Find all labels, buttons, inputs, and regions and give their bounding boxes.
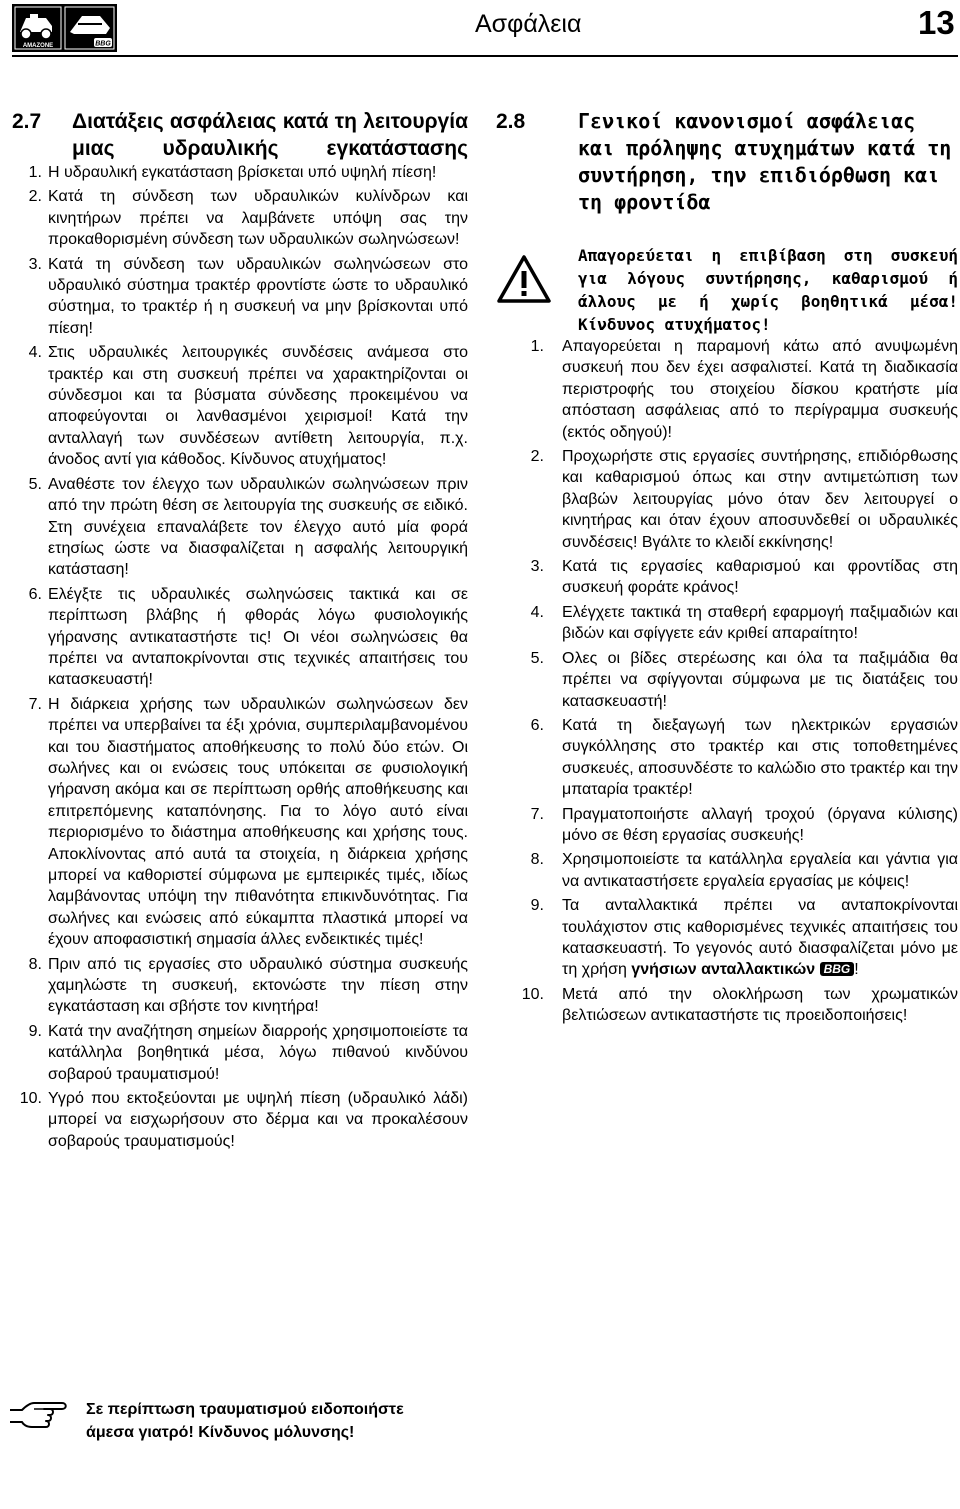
item-text: Η υδραυλική εγκατάσταση βρίσκεται υπό υψηλή πίεση!: [48, 164, 437, 181]
note-text: [86, 1398, 476, 1444]
item-text: Η διάρκεια χρήσης των υδραυλικών σωληνώσεων δεν πρέπει να υπερβαίνει τα έξι χρόνια, συμπεριλαμβανομένου και του διαστήματος αποθήκευσης το πολύ δύο ετών. Οι σωλήνες και οι ενώσεις τους υπόκειται σε φυσιολογική γήρανση ακόμα και σε περίπτωση ορθής αποθήκευσης και επιτρεπόμενης καταπόνησης. Για το λόγο αυτό είναι περιορισμένο το διάστημα αποθήκευσης και χρήσης τους. Αποκλίνοντας από αυτά τα στοιχεία, η διάρκεια χρήσης μπορεί να καθοριστεί σύμφωνα με εμπειρικές τιμές, ιδίως λαμβάνοντας υπόψη την πιθανότητα επικινδυνότητας. Για σωλήνες και ενώσεις από εύκαμπτα πλαστικά μπορεί να έχουν αποφασιστική σημασία άλλες ενδεικτικές τιμές!: [48, 695, 468, 949]
item-text: [562, 895, 958, 981]
item-text: Στις υδραυλικές λειτουργικές συνδέσεις ανάμεσα στο τρακτέρ και στη συσκευή πρέπει να χαρακτηρίζονται οι σύνδεσμοι και τα βύσματα σύνδεσης προκειμένου να αποφεύγονται οι λανθασμένοι χειρισμοί! Κατά την ανταλλαγή των συνδέσεων αντίθετη λειτουργία, π.χ. άνοδος αντί για κάθοδος. Κίνδυνος ατυχήματος!: [48, 344, 468, 469]
injury-note: [8, 1398, 948, 1444]
item-number: 1.: [28, 164, 42, 181]
item-text-main: Τα ανταλλακτικά πρέπει να ανταποκρίνονται τουλάχιστον στις καθορισμένες τεχνικές απαιτήσεις του κατασκευαστή. Το γεγονός αυτό διασφαλίζεται μόνο με τη χρήση: [562, 897, 958, 979]
item-text: Χρησιμοποιείστε τα κατάλληλα εργαλεία και γάντια για να αντικαταστήσετε εργαλεία εργασίας με κόψεις!: [562, 851, 958, 890]
list-item: [496, 895, 958, 981]
item-text: Αναθέστε τον έλεγχο των υδραυλικών σωληνώσεων πριν από την πρώτη θέση σε λειτουργία της συσκευής σε ειδικό. Στη συνέχεια επαναλάβετε τον έλεγχο αυτό μία φορά ετησίως ώστε να διασφαλίζεται η ασφαλής λειτουργική κατάσταση!: [48, 475, 468, 579]
item-number: 4.: [28, 344, 42, 362]
item-text: Κατά τη διεξαγωγή των ηλεκτρικών εργασιών συγκόλλησης στο τρακτέρ και στις τοποθετημένες συσκευές, αποσυνδέστε το καλώδιο στο τρακτέρ και την μπαταρία τρακτέρ!: [562, 716, 958, 799]
page-title: Ασφάλεια: [475, 10, 582, 38]
item-number: 8.: [530, 851, 544, 869]
list-item: [496, 804, 958, 847]
item-text-tail: !: [854, 961, 859, 979]
list-item: [496, 715, 958, 801]
list-item: [12, 474, 468, 581]
item-number: 10.: [19, 1090, 42, 1108]
section-number: 2.8: [496, 110, 526, 133]
item-number: 10.: [521, 985, 544, 1003]
item-number: 5.: [530, 649, 544, 667]
list-item: [12, 254, 468, 340]
item-text: Πραγματοποιήστε αλλαγή τροχού (όργανα κύλισης) μόνο σε θέση εργασίας συσκευής!: [562, 805, 958, 844]
item-number: 6.: [28, 585, 42, 603]
genuine-parts-text: γνήσιων ανταλλακτικών: [631, 961, 816, 979]
item-number: 8.: [28, 955, 42, 973]
logo: [12, 4, 117, 52]
item-number: 4.: [530, 603, 544, 621]
section-heading-2-7: [12, 108, 468, 162]
item-number: 3.: [28, 255, 42, 273]
list-item: [12, 954, 468, 1018]
item-number: 3.: [530, 558, 544, 576]
note-line-2: άμεσα γιατρό! Κίνδυνος μόλυνσης!: [86, 1424, 355, 1441]
item-text: Ελέγξτε τις υδραυλικές σωληνώσεις τακτικά και σε περίπτωση βλάβης ή φθοράς λόγω φυσιολογικής γήρανσης αντικαταστήστε τις! Οι νέοι σωληνώσεις θα πρέπει να ανταποκρίνονται στις τεχνικές απαιτήσεις του κατασκευαστή!: [48, 585, 468, 689]
item-number: 9.: [530, 897, 544, 915]
list-item: [12, 584, 468, 691]
item-number: 2.: [28, 188, 42, 206]
item-text: Απαγορεύεται η παραμονή κάτω από ανυψωμένη συσκευή που δεν έχει ασφαλιστεί. Κατά τη διαδικασία περιστροφής του στοιχείου δίσκου κρατήστε μία απόσταση ασφάλειας από το περίγραμμα συσκευής (εκτός οδηγού)!: [562, 338, 958, 441]
pointing-hand-icon: [8, 1398, 86, 1444]
svg-text:BBG: BBG: [95, 40, 111, 48]
list-item: [12, 162, 468, 183]
warning-box: [496, 244, 958, 336]
list-item: [12, 186, 468, 250]
list-item: [496, 648, 958, 712]
warning-triangle-icon: [496, 244, 578, 336]
item-number: 7.: [28, 695, 42, 713]
maintenance-safety-list: [496, 336, 958, 1027]
bbg-badge: BBG: [820, 962, 855, 976]
item-text: Υγρό που εκτοξεύονται με υψηλή πίεση (υδραυλικό λάδι) μπορεί να εισχωρήσουν στο δέρμα και να προκαλέσουν σοβαρούς τραυματισμούς!: [48, 1090, 468, 1150]
left-column: [12, 108, 468, 1155]
warning-text: Απαγορεύεται η επιβίβαση στη συσκευή για λόγους συντήρησης, καθαρισμού ή άλλους με ή χωρίς βοηθητικά μέσα! Κίνδυνος ατυχήματος!: [578, 246, 958, 334]
list-item: [496, 602, 958, 645]
list-item: [496, 556, 958, 599]
list-item: [12, 1021, 468, 1085]
item-text: Κατά τις εργασίες καθαρισμού και φροντίδας στη συσκευή φοράτε κράνος!: [562, 558, 958, 597]
item-text: Ολες οι βίδες στερέωσης και όλα τα παξιμάδια θα πρέπει να σφίγγονται σύμφωνα με τις διατάξεις του κατασκευαστή!: [562, 649, 958, 710]
item-number: 5.: [28, 475, 42, 493]
item-text: Ελέγχετε τακτικά τη σταθερή εφαρμογή παξιμαδιών και βιδών και σφίγγετε εάν κριθεί απαραίτητο!: [562, 603, 958, 643]
list-item: [496, 446, 958, 553]
item-number: 2.: [530, 448, 544, 466]
list-item: [12, 694, 468, 951]
item-number: 6.: [530, 716, 544, 734]
section-title: Γενικοί κανονισμοί ασφάλειας και πρόληψης ατυχημάτων κατά τη συντήρηση, την επιδιόρθωση και τη φροντίδα: [578, 109, 952, 214]
item-text: Κατά την αναζήτηση σημείων διαρροής χρησιμοποιείστε τα κατάλληλα βοηθητικά μέσα, λόγω πιθανού κινδύνου σοβαρού τραυματισμού!: [48, 1022, 468, 1083]
item-number: 1.: [530, 338, 544, 355]
item-text: Κατά τη σύνδεση των υδραυλικών κυλίνδρων και κινητήρων πρέπει να λαμβάνετε υπόψη σας την προκαθορισμένη σύνδεση των υδραυλικών σωληνώσεων!: [48, 188, 468, 249]
list-item: [12, 1088, 468, 1152]
item-number: 9.: [28, 1022, 42, 1040]
header-divider: [12, 55, 958, 57]
section-heading-2-8: [496, 108, 958, 216]
right-column: [496, 108, 958, 1030]
hydraulic-safety-list: [12, 162, 468, 1152]
section-number: 2.7: [12, 110, 42, 133]
item-text: Πριν από τις εργασίες στο υδραυλικό σύστημα συσκευής χαμηλώστε τη συσκευή, εκτονώστε την πίεση στην εγκατάσταση και σβήστε τον κινητήρα!: [48, 955, 468, 1016]
section-title: Διατάξεις ασφάλειας κατά τη λειτουργία μιας υδραυλικής εγκατάστασης: [72, 110, 468, 160]
item-number: 7.: [530, 805, 544, 823]
svg-text:AMAZONE: AMAZONE: [22, 43, 54, 49]
list-item: [12, 342, 468, 470]
item-text: Μετά από την ολοκλήρωση των χρωματικών βελτιώσεων αντικαταστήστε τις προειδοποιήσεις!: [562, 985, 958, 1025]
item-text: Κατά τη σύνδεση των υδραυλικών σωληνώσεων στο υδραυλικό σύστημα τρακτέρ φροντίστε ώστε το υδραυλικό σύστημα, το τρακτέρ ή η συσκευή να μην βρίσκονται υπό πίεση!: [48, 255, 468, 337]
list-item: [496, 336, 958, 443]
item-text: Προχωρήστε στις εργασίες συντήρησης, επιδιόρθωσης και καθαρισμού όπως και στην αντιμετώπιση των βλαβών λειτουργίας μόνο όταν δεν λειτουργεί ο κινητήρας και όταν έχουν αποσυνδεθεί οι υδραυλικές συνδέσεις! Βγάλτε το κλειδί εκκίνησης!: [562, 448, 958, 551]
list-item: [496, 984, 958, 1027]
page-number: 13: [918, 4, 955, 41]
note-line-1: Σε περίπτωση τραυματισμού ειδοποιήστε: [86, 1401, 404, 1418]
list-item: [496, 849, 958, 892]
